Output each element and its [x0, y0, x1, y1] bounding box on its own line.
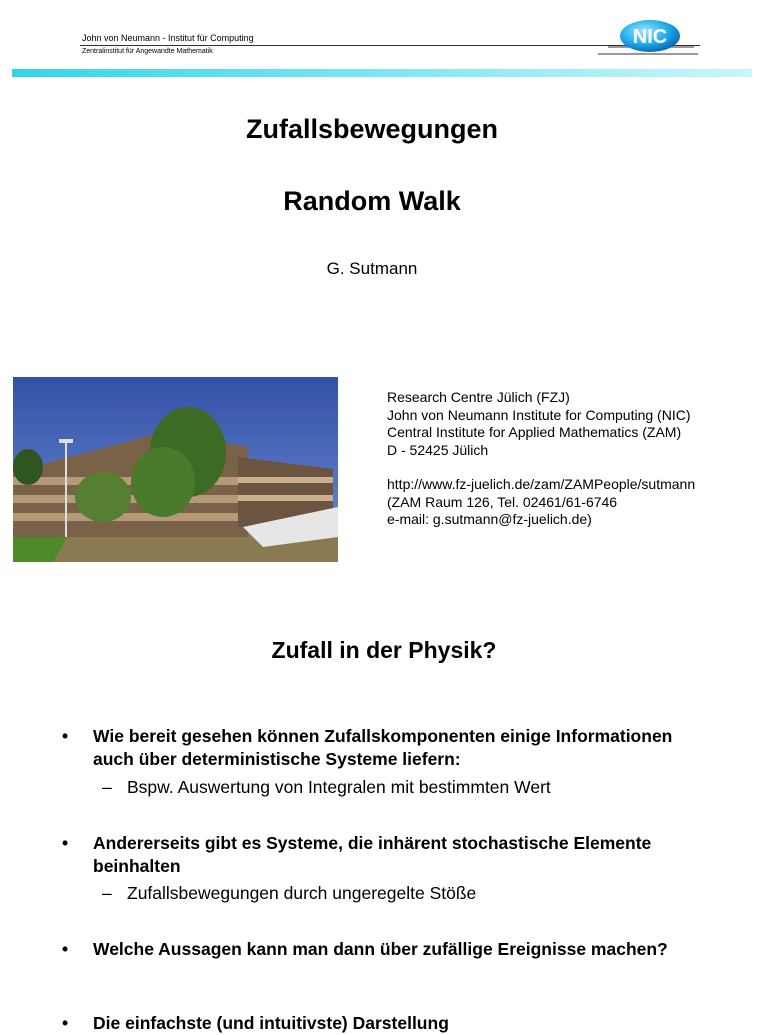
- bullet-text: Die einfachste (und intuitivste) Darstellung: [93, 1013, 449, 1033]
- address-line: Research Centre Jülich (FZJ): [387, 389, 570, 405]
- list-item: [62, 938, 693, 961]
- page-subtitle: Random Walk: [283, 186, 461, 216]
- sub-item: [102, 882, 476, 905]
- sub-item-text: Bspw. Auswertung von Integralen mit bestimmten Wert: [127, 777, 551, 797]
- header-institute: John von Neumann - Institut für Computing: [82, 33, 254, 43]
- bullet-icon: •: [62, 726, 69, 746]
- header-subinstitute: Zentralinstitut für Angewandte Mathematik: [82, 48, 213, 55]
- list-item: [62, 725, 693, 771]
- address-line: Central Institute for Applied Mathematics (ZAM): [387, 424, 682, 440]
- bullet-icon: •: [62, 1013, 69, 1033]
- bullet-icon: •: [62, 833, 69, 853]
- bullet-text: Andererseits gibt es Systeme, die inhärent stochastische Elemente beinhalten: [93, 833, 652, 876]
- sub-item-text: Zufallsbewegungen durch ungeregelte Stöße: [127, 883, 477, 903]
- sub-item: [102, 776, 551, 799]
- dash-icon: –: [102, 777, 112, 797]
- address-line: John von Neumann Institute for Computing (NIC): [387, 406, 691, 423]
- building-photo: [13, 377, 338, 562]
- homepage-link[interactable]: http://www.fz-juelich.de/zam/ZAMPeople/sutmann: [387, 476, 696, 492]
- address-block: [387, 389, 695, 529]
- section-title: Zufall in der Physik?: [271, 637, 497, 663]
- bullet-icon: •: [62, 939, 69, 959]
- nic-logo-text: NIC: [632, 26, 668, 48]
- nic-logo: [598, 18, 698, 58]
- author: G. Sutmann: [326, 259, 418, 278]
- bullet-text: Welche Aussagen kann man dann über zufällige Ereignisse machen?: [93, 939, 668, 959]
- bullet-text: Wie bereit gesehen können Zufallskomponenten einige Informationen auch über deterministische Systeme liefern:: [93, 726, 673, 769]
- page-title: Zufallsbewegungen: [245, 114, 499, 144]
- header-accent-bar: [12, 69, 752, 77]
- list-item: [62, 832, 693, 878]
- contact-line: (ZAM Raum 126, Tel. 02461/61-6746: [387, 493, 618, 510]
- address-line: D - 52425 Jülich: [387, 441, 489, 458]
- email-line: e-mail: g.sutmann@fz-juelich.de): [387, 511, 592, 527]
- dash-icon: –: [102, 883, 112, 903]
